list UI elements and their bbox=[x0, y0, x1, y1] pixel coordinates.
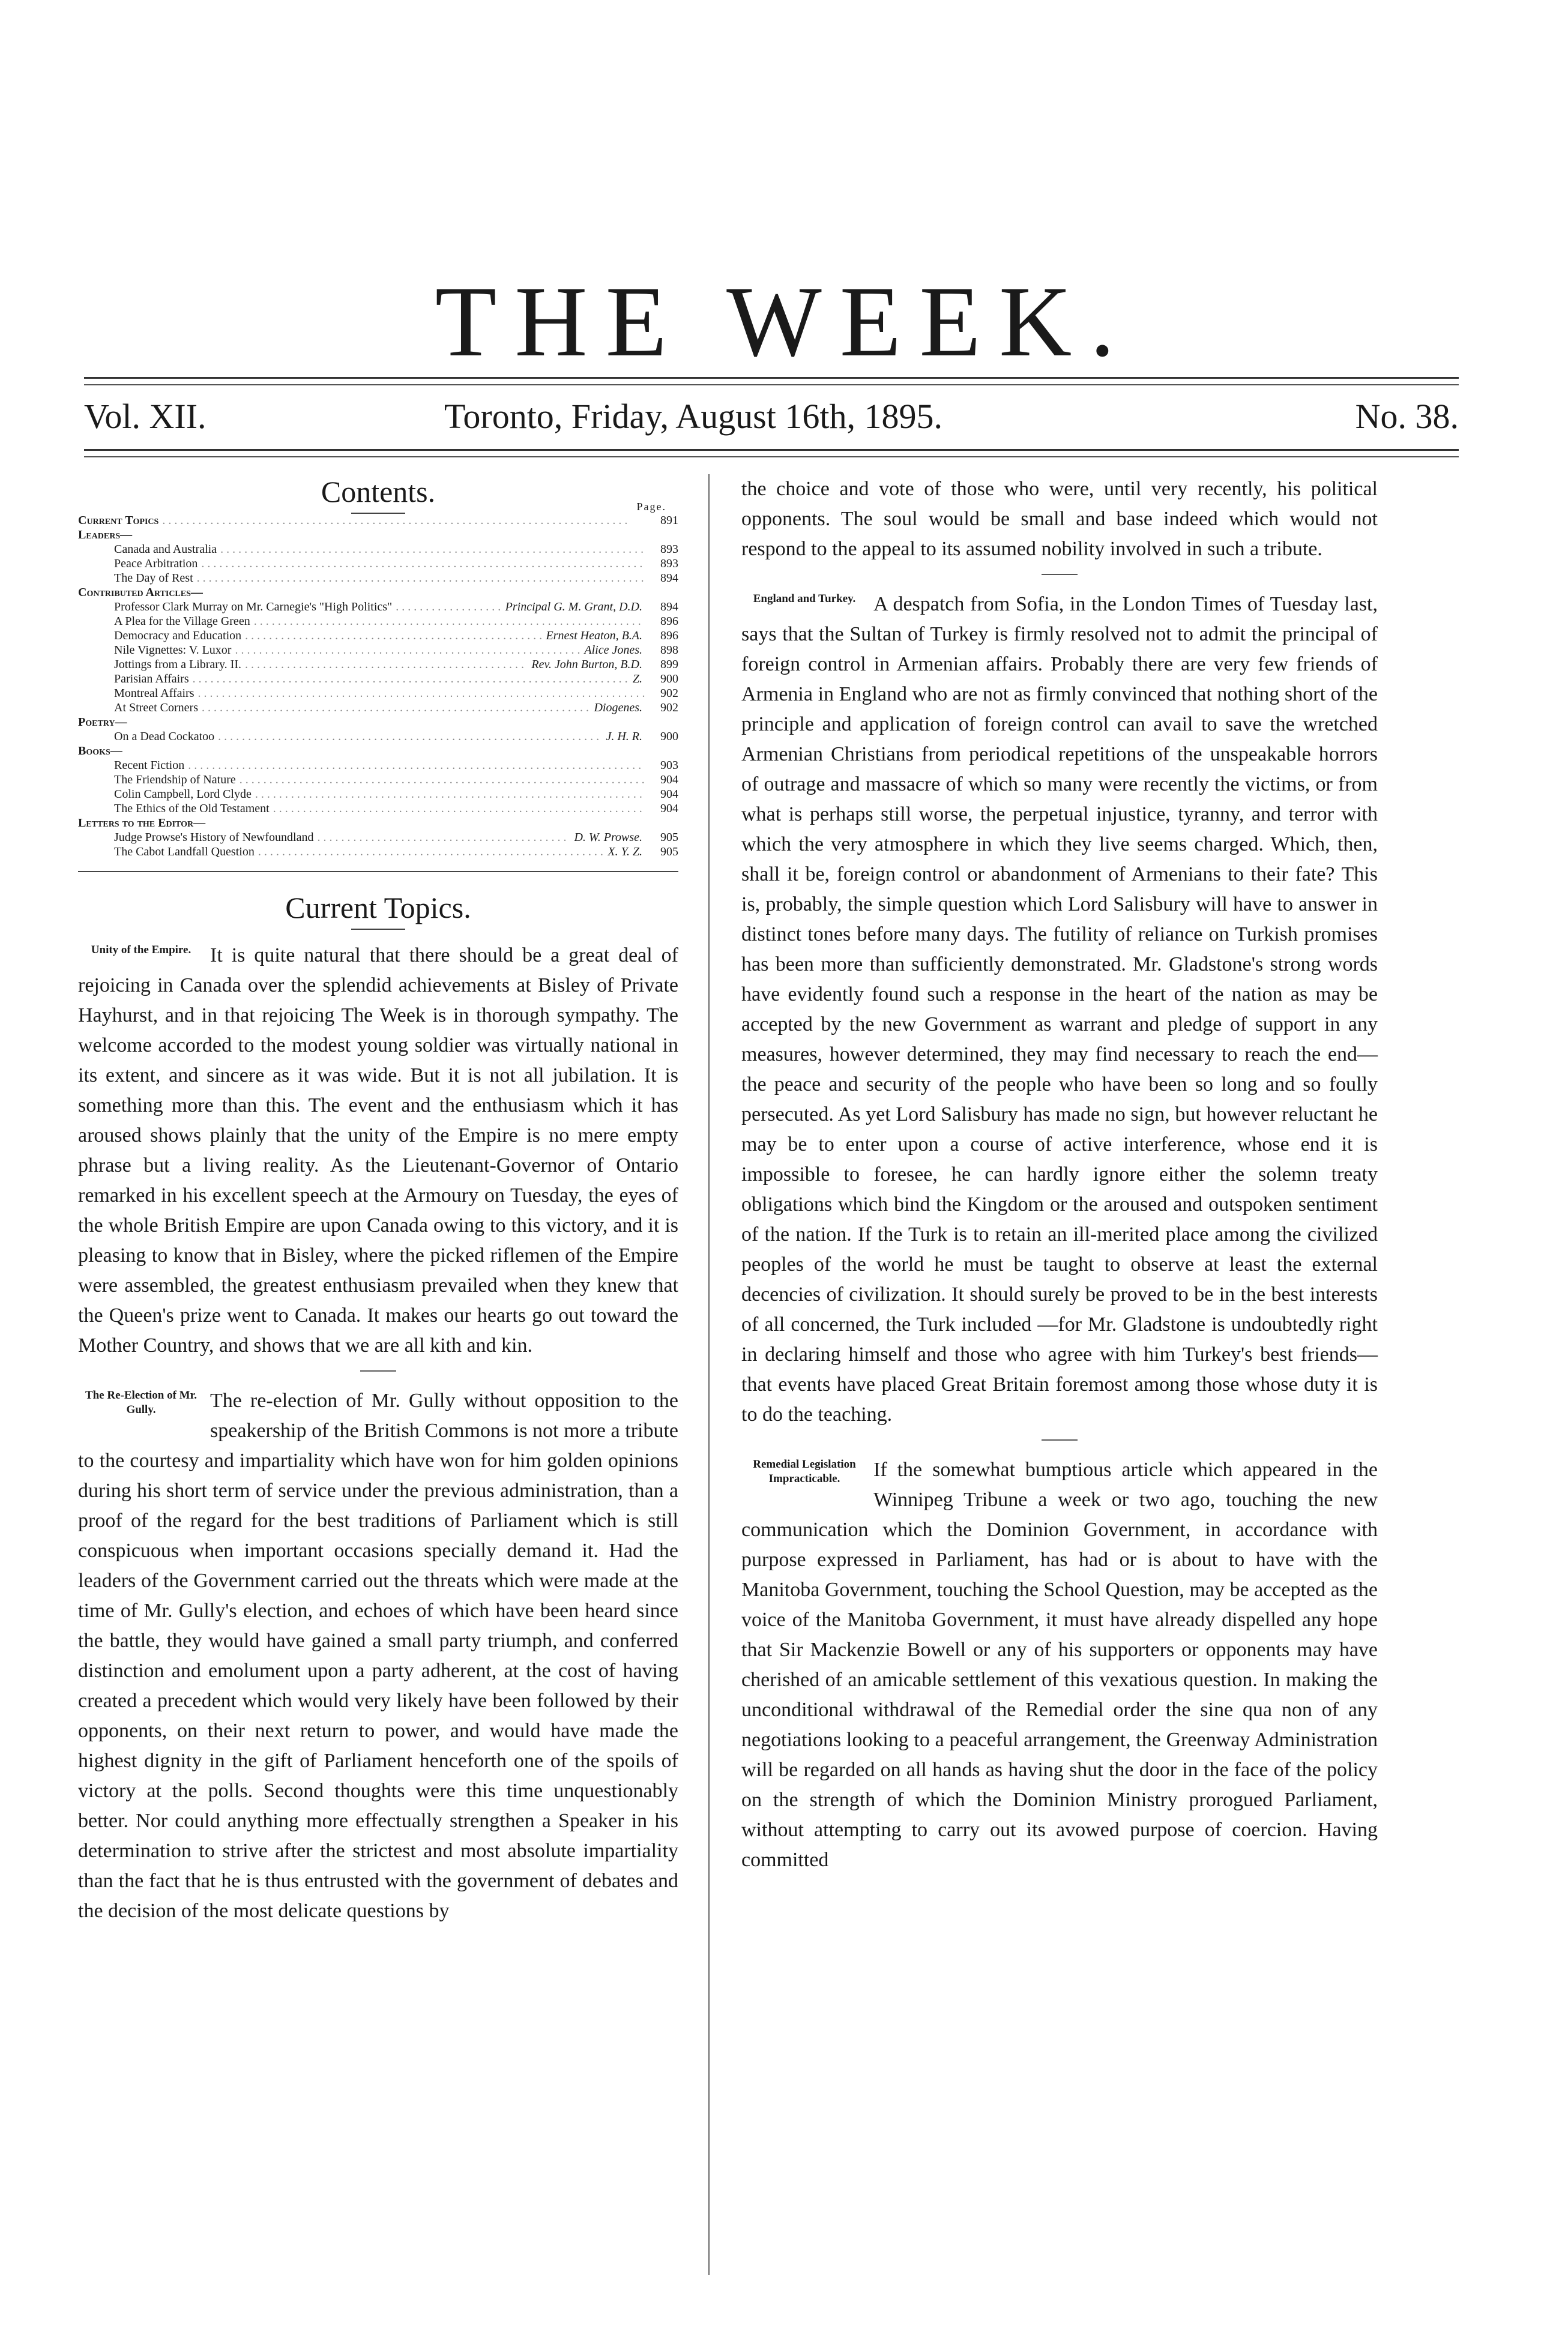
contents-item bbox=[78, 686, 678, 701]
contents-page-number: 905 bbox=[660, 831, 678, 844]
article-unity-of-empire bbox=[78, 941, 678, 1361]
article-text: the choice and vote of those who were, until very recently, his political opponents. The soul would be small and base indeed which would not respond to the appeal to its assumed nobility involved in such a tribute. bbox=[741, 478, 1378, 560]
contents-item-title: Peace Arbitration bbox=[114, 557, 198, 570]
contents-item-author: X. Y. Z. bbox=[608, 845, 642, 858]
contents-item-title: The Friendship of Nature bbox=[114, 773, 236, 786]
leader-dots bbox=[235, 643, 580, 657]
contents-item bbox=[78, 845, 678, 859]
masthead-rule-top bbox=[84, 377, 1459, 379]
column-divider bbox=[708, 474, 710, 2275]
contents-item-author: Principal G. M. Grant, D.D. bbox=[505, 600, 642, 613]
contents-item bbox=[78, 758, 678, 773]
contents-item-author: Alice Jones. bbox=[584, 643, 642, 657]
article-remedial-legislation bbox=[741, 1455, 1378, 1875]
article-separator bbox=[1042, 1439, 1078, 1441]
article-text: It is quite natural that there should be a great deal of rejoicing in Canada over the splendid achievements at Bisley of Private Hayhurst, and in that rejoicing The Week is in thorough sympathy. The welcome accorded to the modest young soldier was virtually national in its extent, and sincere as it was wide. But it is not all jubilation. It is something more than this. The event and the enthusiasm which it has aroused shows plainly that the unity of the Empire is no mere empty phrase but a living reality. As the Lieutenant-Governor of Ontario remarked in his excellent speech at the Armoury on Tuesday, the eyes of the whole British Empire are upon Canada owing to this victory, and it is pleasing to know that in Bisley, where the picked riflemen of the Empire were assembled, the greatest enthusiasm prevailed when they knew that the Queen's prize went to Canada. It makes our hearts go out toward the Mother Country, and shows that we are all kith and kin. bbox=[78, 944, 678, 1357]
article-text: A despatch from Sofia, in the London Times of Tuesday last, says that the Sultan of Turkey is firmly resolved not to admit the principal of foreign control in Armenian affairs. Probably there are very few friends of Armenia in England who are not as firmly convinced that nothing short of the principle and application of foreign control can avail to save the wretched Armenian Christians from periodical repetitions of the unspeakable horrors of outrage and massacre of which so many were recently the victims, or from what is perhaps still worse, the perpetual injustice, tyranny, and terror with which the very atmosphere in which they live seems charged. Which, then, shall it be, foreign control or abandonment of Armenians to their fate? This is, probably, the simple question which Lord Salisbury will have to answer in distinct tones before many days. The futility of reliance on Turkish promises has been more than sufficiently demonstrated. Mr. Gladstone's strong words have evidently found such a response in the heart of the nation as may be accepted by the new Government as warrant and pledge of support in any measures, however determined, they may find necessary to reach the end—the peace and security of the people who have been so long and so foully persecuted. As yet Lord Salisbury has made no sign, but however reluctant he may be to enter upon a course of active interference, whose end it is impossible to foresee, he can hardly ignore either the solemn treaty obligations which bind the Kingdom or the aroused and outspoken sentiment of the nation. If the Turk is to retain an ill-merited place among the civilized peoples of the world he must be taught to observe at least the external decencies of civilization. It should surely be proved to be in the best interests of all concerned, the Turk included —for Mr. Gladstone is undoubtedly right in declaring himself and those who agree with him Turkey's best friends— that events have placed Great Britain foremost among those whose duty it is to do the teaching. bbox=[741, 593, 1378, 1426]
issue-line bbox=[84, 396, 1459, 438]
contents-item bbox=[78, 600, 678, 614]
leader-dots bbox=[254, 614, 645, 628]
contents-category: Poetry— bbox=[78, 716, 127, 729]
contents-item-title: The Cabot Landfall Question bbox=[114, 845, 255, 858]
contents-item-author: D. W. Prowse. bbox=[574, 831, 642, 844]
contents-item bbox=[78, 643, 678, 657]
contents-item-title: Judge Prowse's History of Newfoundland bbox=[114, 831, 314, 844]
leader-dots bbox=[396, 600, 501, 614]
masthead-rule-top-2 bbox=[84, 384, 1459, 385]
dateline: Toronto, Friday, August 16th, 1895. bbox=[444, 397, 942, 436]
leader-dots bbox=[198, 686, 645, 701]
leader-dots bbox=[202, 701, 590, 715]
contents-page-number: 904 bbox=[660, 788, 678, 801]
contents-item-title: Canada and Australia bbox=[114, 543, 217, 556]
contents-category: Books— bbox=[78, 744, 122, 758]
contents-category: Letters to the Editor— bbox=[78, 816, 206, 830]
leader-dots bbox=[255, 787, 645, 801]
contents-item-title: Jottings from a Library. II. bbox=[114, 658, 241, 671]
article-separator bbox=[1042, 574, 1078, 575]
masthead-rule-bottom-2 bbox=[84, 456, 1459, 457]
leader-dots bbox=[240, 773, 645, 787]
contents-page-number: 894 bbox=[660, 600, 678, 613]
contents-item bbox=[78, 787, 678, 801]
contents-item-title: A Plea for the Village Green bbox=[114, 615, 250, 628]
leader-dots bbox=[258, 845, 605, 859]
contents-item bbox=[78, 729, 678, 744]
contents-item-title: The Ethics of the Old Testament bbox=[114, 802, 270, 815]
sidehead: Unity of the Empire. bbox=[91, 944, 191, 956]
contents-page-number: 893 bbox=[660, 543, 678, 556]
contents-page-number: 900 bbox=[660, 672, 678, 685]
contents-item-author: Z. bbox=[632, 672, 642, 685]
contents-item-title: Democracy and Education bbox=[114, 629, 242, 642]
leader-dots bbox=[201, 556, 645, 571]
leader-dots bbox=[273, 801, 645, 816]
contents-page-number: 904 bbox=[660, 773, 678, 786]
article-england-turkey bbox=[741, 589, 1378, 1430]
article-text: The re-election of Mr. Gully without opposition to the speakership of the British Commons is not more a tribute to the courtesy and impartiality which have won for him golden opinions during his short term of service under the previous administration, than a proof of the regard for the best traditions of Parliament which is still conspicuous when important occasions specially demand it. Had the leaders of the Government carried out the threats which were made at the time of Mr. Gully's election, and echoes of which have been heard since the battle, they would have gained a small party triumph, and conferred distinction and emolument upon a party adherent, at the cost of having created a precedent which would very likely have been followed by their opponents, on their next return to power, and would have made the highest dignity in the gift of Parliament henceforth one of the spoils of victory at the polls. Second thoughts were this time unquestionably better. Nor could anything more effectually strengthen a Speaker in his determination to strive after the strictest and most absolute impartiality than the fact that he is thus entrusted with the government of debates and the decision of the most delicate questions by bbox=[78, 1390, 678, 1922]
contents-item bbox=[78, 701, 678, 715]
contents-page-number: 902 bbox=[660, 687, 678, 700]
contents-item-title: Professor Clark Murray on Mr. Carnegie's "High Politics" bbox=[114, 600, 393, 613]
contents-list bbox=[78, 513, 678, 859]
leader-dots bbox=[218, 729, 602, 744]
leader-dots bbox=[245, 657, 528, 672]
contents-item-title: At Street Corners bbox=[114, 701, 198, 714]
article-continuation bbox=[741, 474, 1378, 564]
contents-page-number: 893 bbox=[660, 557, 678, 570]
contents-item bbox=[78, 672, 678, 686]
contents-category-row bbox=[78, 816, 678, 830]
leader-dots bbox=[193, 672, 629, 686]
contents-item bbox=[78, 556, 678, 571]
sidehead: England and Turkey. bbox=[753, 592, 856, 605]
contents-item bbox=[78, 614, 678, 628]
contents-page-number: 896 bbox=[660, 615, 678, 628]
contents-category: Leaders— bbox=[78, 528, 133, 541]
sidehead: The Re-Election of Mr. Gully. bbox=[85, 1389, 198, 1416]
contents-page-number: 896 bbox=[660, 629, 678, 642]
contents-page-number: 899 bbox=[660, 658, 678, 671]
contents-category: Contributed Articles— bbox=[78, 586, 203, 599]
contents-item bbox=[78, 801, 678, 816]
contents-page-number: 902 bbox=[660, 701, 678, 714]
contents-page-number: 898 bbox=[660, 643, 678, 657]
contents-item-author: Rev. John Burton, B.D. bbox=[531, 658, 642, 671]
contents-item-title: Montreal Affairs bbox=[114, 687, 194, 700]
leader-dots bbox=[245, 628, 542, 643]
contents-item-title: Colin Campbell, Lord Clyde bbox=[114, 788, 252, 801]
contents-category-row bbox=[78, 513, 678, 528]
contents-page-number: 894 bbox=[660, 571, 678, 585]
leader-dots bbox=[220, 542, 645, 556]
current-topics-title: Current Topics. bbox=[285, 891, 471, 924]
leader-dots bbox=[188, 758, 645, 773]
leader-dots bbox=[197, 571, 645, 585]
contents-item bbox=[78, 657, 678, 672]
article-separator bbox=[360, 1370, 396, 1372]
contents-item-title: Nile Vignettes: V. Luxor bbox=[114, 643, 232, 657]
contents-item-title: Parisian Affairs bbox=[114, 672, 189, 685]
contents-item bbox=[78, 773, 678, 787]
contents-category-row bbox=[78, 715, 678, 729]
contents-item-title: Recent Fiction bbox=[114, 759, 185, 772]
contents-item-author: J. H. R. bbox=[606, 730, 642, 743]
contents-page-number: 904 bbox=[660, 802, 678, 815]
contents-category-row bbox=[78, 744, 678, 758]
article-re-election-gully bbox=[78, 1386, 678, 1926]
contents-item bbox=[78, 542, 678, 556]
contents-page-number: 900 bbox=[660, 730, 678, 743]
contents-page-header: Page. bbox=[636, 501, 666, 513]
contents-category-row bbox=[78, 585, 678, 600]
issue-number: No. 38. bbox=[1355, 397, 1459, 436]
masthead-title: THE WEEK. bbox=[435, 266, 1133, 378]
contents-page-number: 905 bbox=[660, 845, 678, 858]
volume-label: Vol. XII. bbox=[84, 397, 207, 436]
leader-dots bbox=[317, 830, 570, 845]
sidehead: Remedial Legislation Impracticable. bbox=[753, 1458, 856, 1485]
contents-item-title: On a Dead Cockatoo bbox=[114, 730, 215, 743]
contents-page-number: 903 bbox=[660, 759, 678, 772]
contents-item bbox=[78, 571, 678, 585]
contents-item-author: Diogenes. bbox=[594, 701, 642, 714]
contents-title: Contents. bbox=[321, 475, 436, 508]
current-topics-rule bbox=[351, 929, 405, 930]
contents-item-author: Ernest Heaton, B.A. bbox=[546, 629, 642, 642]
contents-item bbox=[78, 830, 678, 845]
contents-item-title: The Day of Rest bbox=[114, 571, 193, 585]
contents-category: Current Topics bbox=[78, 514, 159, 527]
contents-category-row bbox=[78, 528, 678, 542]
contents-page-number: 891 bbox=[660, 514, 678, 527]
leader-dots bbox=[162, 513, 645, 528]
right-column bbox=[741, 474, 1378, 1885]
contents-item bbox=[78, 628, 678, 643]
contents-end-rule bbox=[78, 871, 678, 872]
left-column bbox=[78, 474, 678, 1936]
article-text: If the somewhat bumptious article which appeared in the Winnipeg Tribune a week or two ago, touching the new communication which the Dominion Government, in accordance with purpose expressed in Parliament, has had or is about to have with the Manitoba Government, touching the School Question, may be accepted as the voice of the Manitoba Government, it must have already dispelled any hope that Sir Mackenzie Bowell or any of his supporters or opponents may have cherished of an amicable settlement of this vexatious question. In making the unconditional withdrawal of the Remedial order the sine qua non of any negotiations looking to a peaceful arrangement, the Greenway Administration will be regarded on all hands as having shut the door in the face of the policy on the strength of which the Dominion Ministry prorogued Parliament, without attempting to carry out its avowed purpose of coercion. Having committed bbox=[741, 1459, 1378, 1871]
masthead-rule-bottom bbox=[84, 449, 1459, 451]
